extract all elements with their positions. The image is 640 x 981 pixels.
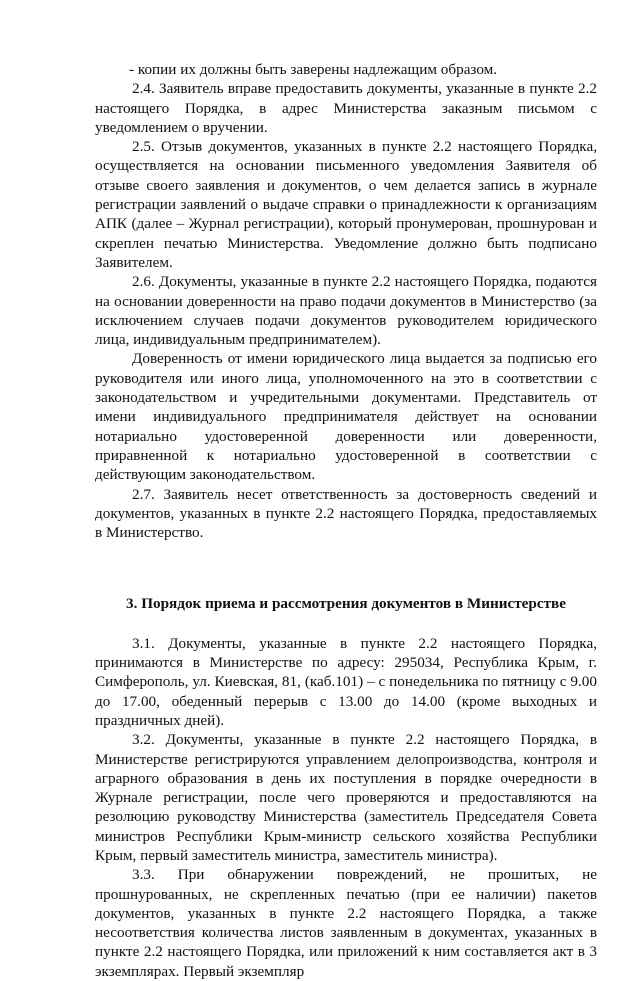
paragraph-2-7: 2.7. Заявитель несет ответственность за достоверность сведений и документов, указанных в пункте 2.2 настоящего Порядка, предоставляемых в Министерство.: [95, 485, 597, 542]
paragraph-2-6: 2.6. Документы, указанные в пункте 2.2 настоящего Порядка, подаются на основании доверенности на право подачи документов в Министерство (за исключением случаев подачи документов руководителем юридического лица, индивидуальным предпринимателем).: [95, 273, 597, 349]
document-page: [95, 60, 597, 981]
paragraph-3-1: 3.1. Документы, указанные в пункте 2.2 настоящего Порядка, принимаются в Министерстве по адресу: 295034, Республика Крым, г. Симферополь, ул. Киевская, 81, (каб.101) – с понедельника по пятницу с 9.00 до 17.00, обеденный перерыв с 13.00 до 14.00 (кроме выходных и праздничных дней).: [95, 634, 597, 729]
paragraph-copies-certified: - копии их должны быть заверены надлежащим образом.: [129, 61, 498, 78]
paragraph-3-2: 3.2. Документы, указанные в пункте 2.2 настоящего Порядка, в Министерстве регистрируются управлением делопроизводства, контроля и аграрного образования в день их поступления в порядке очередности в Журнале регистрации, после чего проверяются и предоставляются на резолюцию руководству Министерства (заместитель Председателя Совета министров Республики Крым-министр сельского хозяйства Республики Крым, первый заместитель министра, заместитель министра).: [95, 731, 597, 864]
paragraph-2-5: 2.5. Отзыв документов, указанных в пункте 2.2 настоящего Порядка, осуществляется на основании письменного уведомления Заявителя об отзыве своего заявления и документов, о чем делается запись в журнале регистрации заявлений о выдаче справки о принадлежности к организациям АПК (далее – Журнал регистрации), который пронумерован, прошнурован и скреплен печатью Министерства. Уведомление должно быть подписано Заявителем.: [95, 138, 597, 271]
heading-spacer: [95, 614, 597, 634]
paragraph-3-3: 3.3. При обнаружении повреждений, не прошитых, не прошнурованных, не скрепленных печатью (при ее наличии) пакетов документов, указанных в пункте 2.2 настоящего Порядка, а также несоответствия количества листов заявленным в документах, указанных в пункте 2.2 настоящего Порядка, или приложений к ним составляется акт в 3 экземплярах. Первый экземпляр: [95, 866, 597, 980]
paragraph-power-of-attorney: Доверенность от имени юридического лица выдается за подписью его руководителя или иного лица, уполномоченного на это в соответствии с законодательством и учредительными документами. Представитель от имени индивидуального предпринимателя действует на основании нотариально удостоверенной доверенности или доверенности, приравненной к нотариально удостоверенной в соответствии с действующим законодательством.: [95, 350, 597, 484]
section-spacer: [95, 542, 597, 594]
section-heading: 3. Порядок приема и рассмотрения документов в Министерстве: [126, 595, 566, 613]
paragraph-2-4: 2.4. Заявитель вправе предоставить документы, указанные в пункте 2.2 настоящего Порядка, в адрес Министерства заказным письмом с уведомлением о вручении.: [95, 80, 597, 136]
